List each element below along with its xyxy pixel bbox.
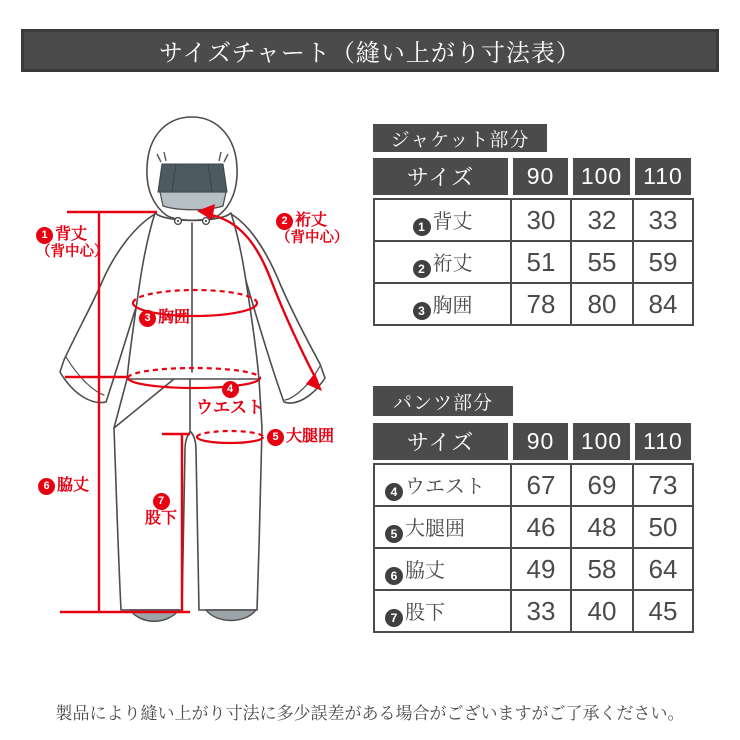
hood-collar-band [160,192,226,210]
pants-size-110: 110 [635,423,691,460]
pants-size-100: 100 [573,423,630,460]
table-row: 7 股下 33 40 45 [374,590,693,632]
value-cell: 67 [511,464,571,506]
value-cell: 45 [633,590,693,632]
value-cell: 32 [571,199,633,241]
label-sleeve-length: 2 裄丈 （背中心） [276,212,349,247]
value-cell: 73 [633,464,693,506]
value-cell: 49 [511,548,571,590]
jacket-size-header: サイズ [373,158,508,195]
jacket-measurements-table [373,198,694,326]
num-5-badge: 5 [267,429,284,446]
num-3-badge: 3 [139,310,156,327]
label-thigh: 5 大腿囲 [267,428,334,446]
table-row: 2 裄丈 51 55 59 [374,241,693,283]
value-cell: 50 [633,506,693,548]
pants-measurements-table [373,463,694,633]
table-row: 1 背丈 30 32 33 [374,199,693,241]
label-back-length: 1 背丈 （背中心） [36,226,109,261]
value-cell: 69 [571,464,633,506]
num-7-badge: 7 [153,493,170,510]
value-cell: 55 [571,241,633,283]
value-cell: 46 [511,506,571,548]
hood-fur-panel [158,164,227,192]
table-row: 3 胸囲 78 80 84 [374,283,693,325]
label-waist: 4 ウエスト [194,381,266,418]
num-1-badge: 1 [36,227,53,244]
value-cell: 59 [633,241,693,283]
right-gaiter [206,610,256,621]
label-side-length: 6 脇丈 [38,477,89,495]
tolerance-note: 製品により縫い上がり寸法に多少誤差がある場合がございますがご了承ください。 [55,704,685,723]
value-cell: 84 [633,283,693,325]
jacket-size-110: 110 [635,158,691,195]
value-cell: 33 [633,199,693,241]
num-2-badge: 2 [276,213,293,230]
pants-section-label: パンツ部分 [373,386,513,416]
jacket-size-100: 100 [573,158,630,195]
value-cell: 33 [511,590,571,632]
value-cell: 78 [511,283,571,325]
table-row: 6 脇丈 49 58 64 [374,548,693,590]
num-6-badge: 6 [38,478,55,495]
jacket-header-row [373,158,691,195]
value-cell: 80 [571,283,633,325]
value-cell: 51 [511,241,571,283]
jacket-section-label: ジャケット部分 [373,124,547,152]
jacket-size-90: 90 [513,158,568,195]
label-chest: 3 胸囲 [139,309,190,327]
page-title: サイズチャート（縫い上がり寸法表） [21,29,719,72]
value-cell: 40 [571,590,633,632]
num-4-badge: 4 [222,381,239,398]
pants-size-90: 90 [513,423,568,460]
table-row: 5 大腿囲 46 48 50 [374,506,693,548]
pants-header-row [373,423,691,460]
label-inseam: 7 股下 [141,493,181,528]
table-row: 4 ウエスト 67 69 73 [374,464,693,506]
value-cell: 30 [511,199,571,241]
pants-size-header: サイズ [373,423,508,460]
value-cell: 48 [571,506,633,548]
value-cell: 58 [571,548,633,590]
value-cell: 64 [633,548,693,590]
